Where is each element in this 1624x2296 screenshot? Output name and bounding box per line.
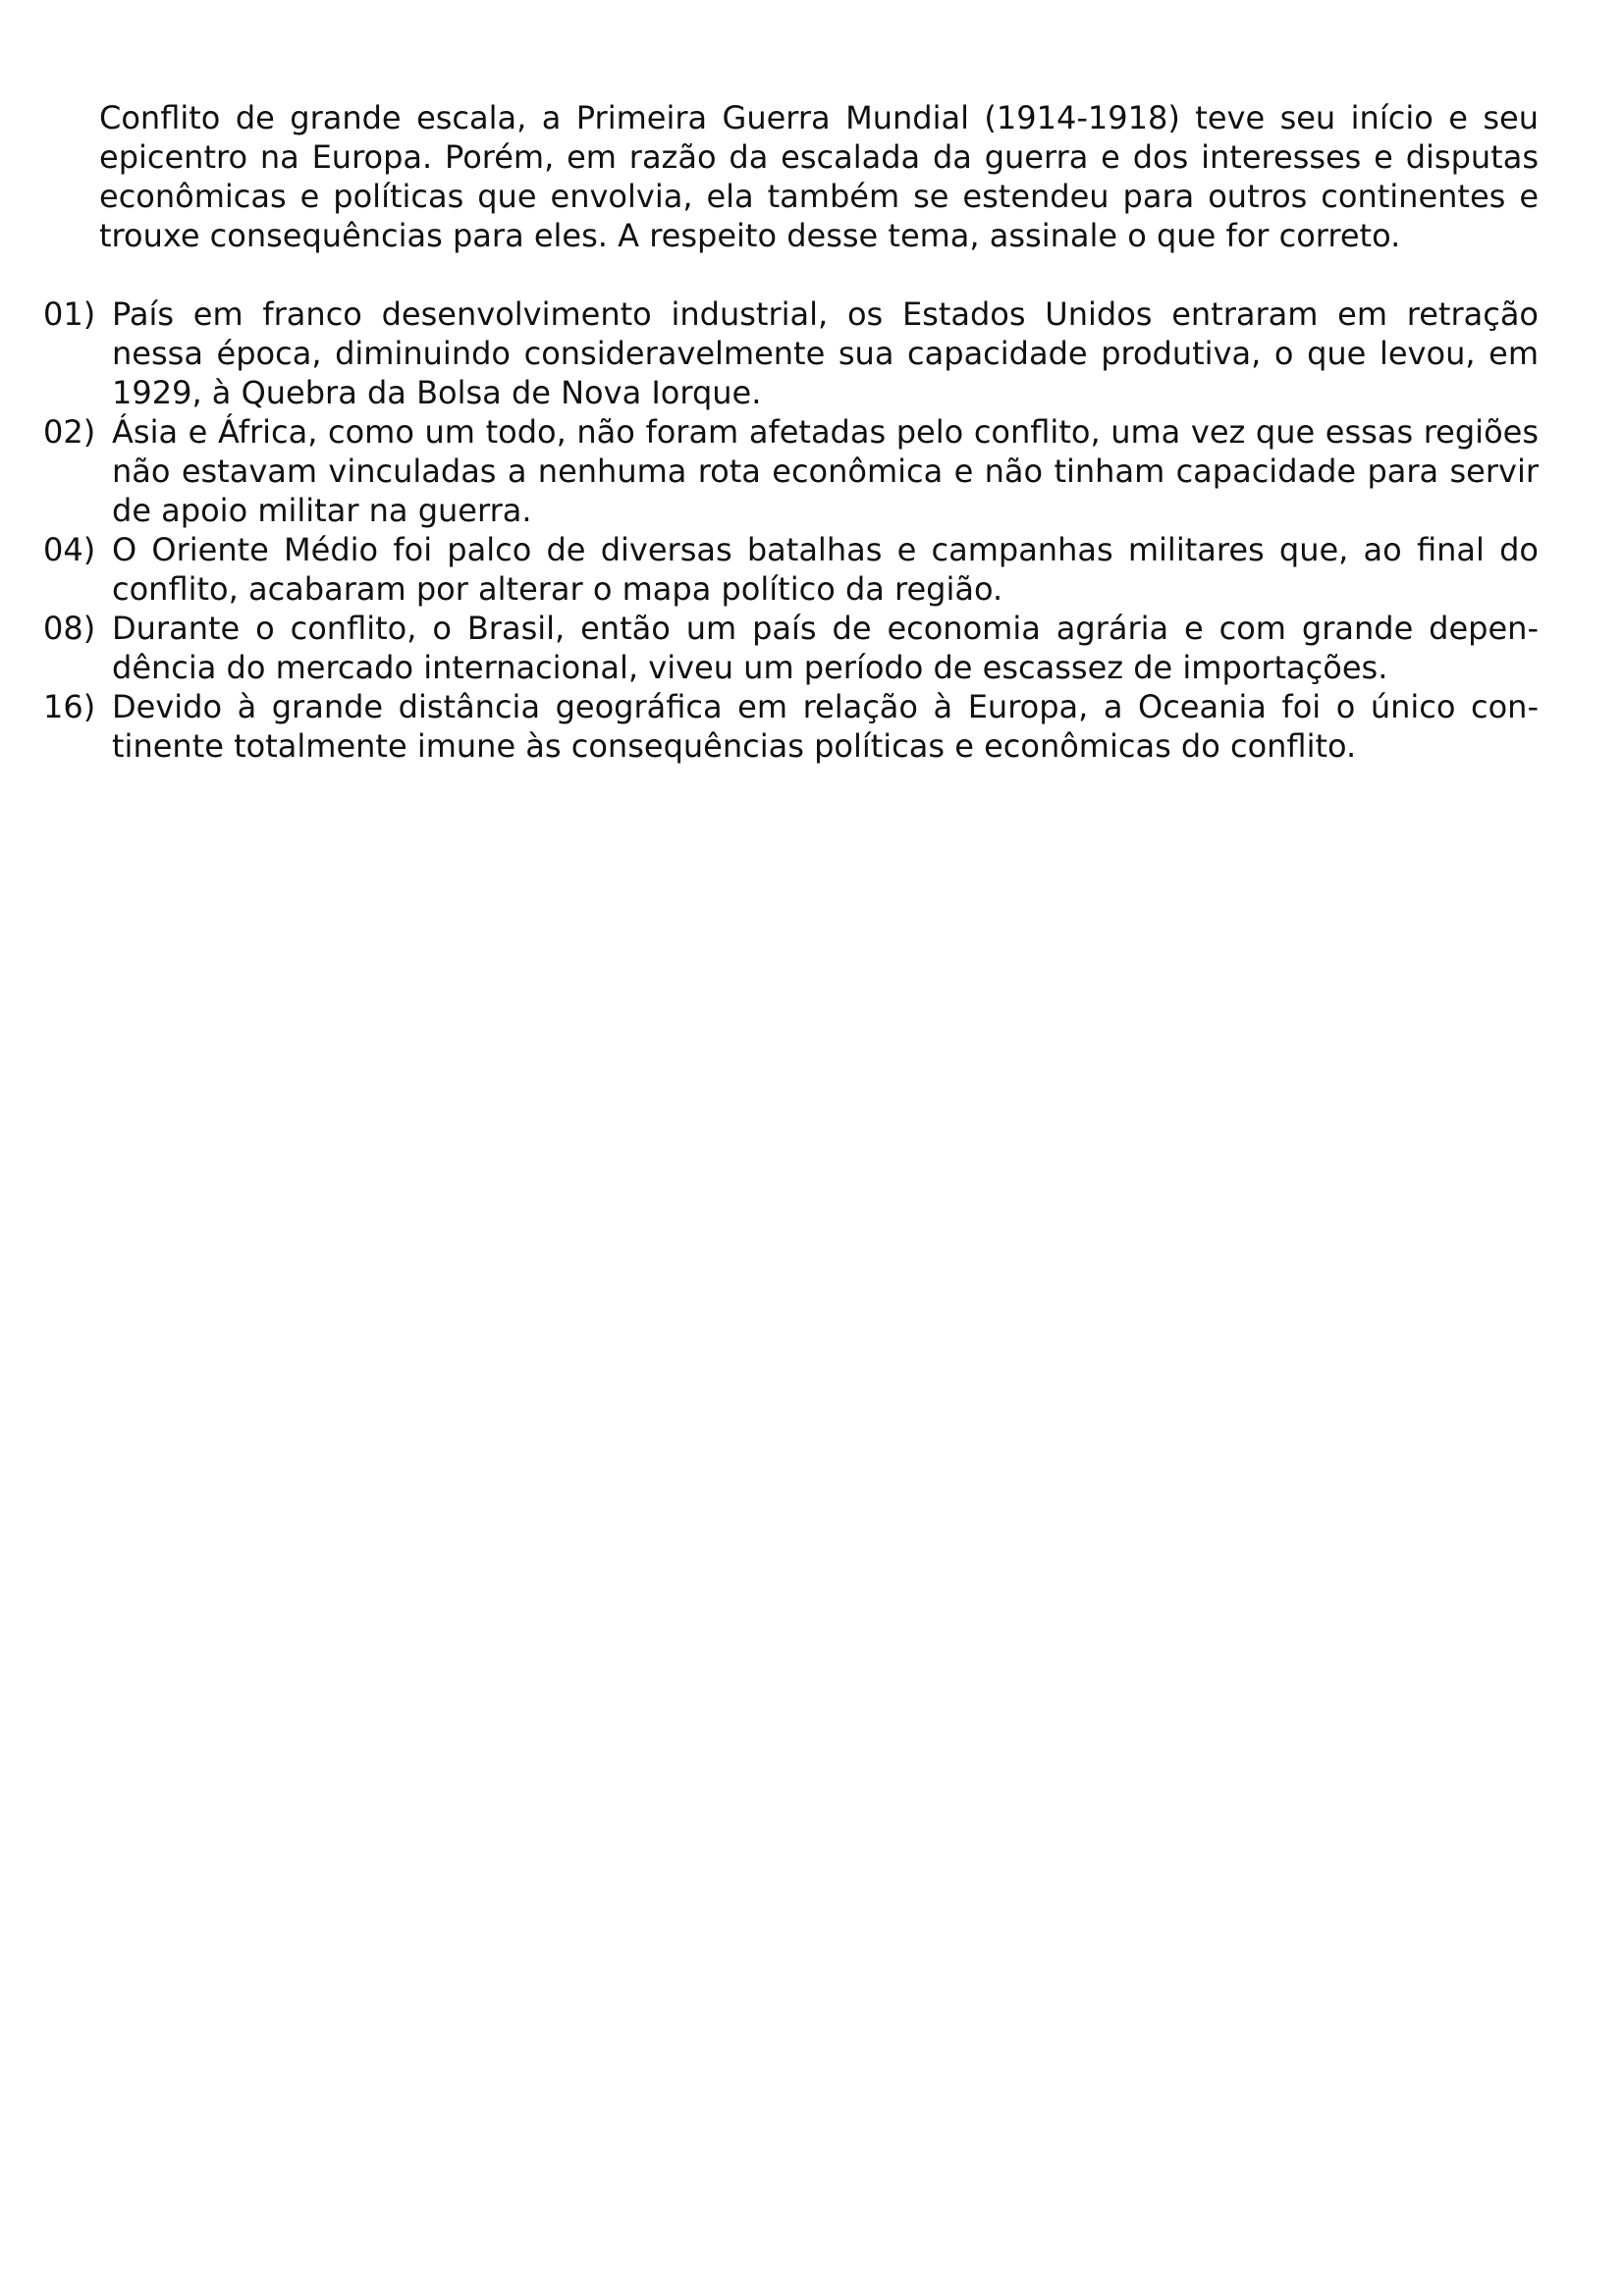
answer-options-list: [43, 294, 1539, 766]
option-number: 01): [43, 295, 96, 333]
answer-option: [43, 294, 1539, 412]
option-number: 04): [43, 531, 96, 568]
option-number: 08): [43, 610, 96, 647]
answer-option: [43, 412, 1539, 530]
answer-option: [43, 609, 1539, 687]
answer-option: [43, 530, 1539, 609]
option-text: O Oriente Médio foi palco de diversas batalhas e campanhas militares que, ao final do conflito, acabaram por alterar o mapa político da região.: [112, 531, 1539, 608]
option-text: Devido à grande distância geográfica em relação à Europa, a Oceania foi o único continente totalmente imune às consequências políticas e econômicas do conflito.: [112, 688, 1539, 765]
answer-option: [43, 687, 1539, 766]
option-text: País em franco desenvolvimento industrial, os Estados Unidos entraram em retração nessa época, diminuindo consideravelmente sua capacidade produtiva, o que levou, em 1929, à Quebra da Bolsa de Nova Iorque.: [112, 295, 1539, 411]
option-number: 02): [43, 413, 96, 451]
question-intro: Conflito de grande escala, a Primeira Guerra Mundial (1914-1918) teve seu início e seu epicentro na Europa. Porém, em razão da escalada da guerra e dos interesses e disputas econômicas e políticas que envolvia, ela também se estendeu para outros continentes e trouxe consequências para eles. A respeito desse tema, assinale o que for correto.: [99, 99, 1539, 254]
option-number: 16): [43, 688, 96, 725]
option-text: Ásia e África, como um todo, não foram afetadas pelo conflito, uma vez que essas regiões não estavam vinculadas a nenhuma rota econômica e não tinham capacidade para servir de apoio militar na guerra.: [112, 413, 1539, 529]
option-text: Durante o conflito, o Brasil, então um país de economia agrária e com grande dependência do mercado internacional, viveu um período de escassez de importações.: [112, 610, 1539, 686]
